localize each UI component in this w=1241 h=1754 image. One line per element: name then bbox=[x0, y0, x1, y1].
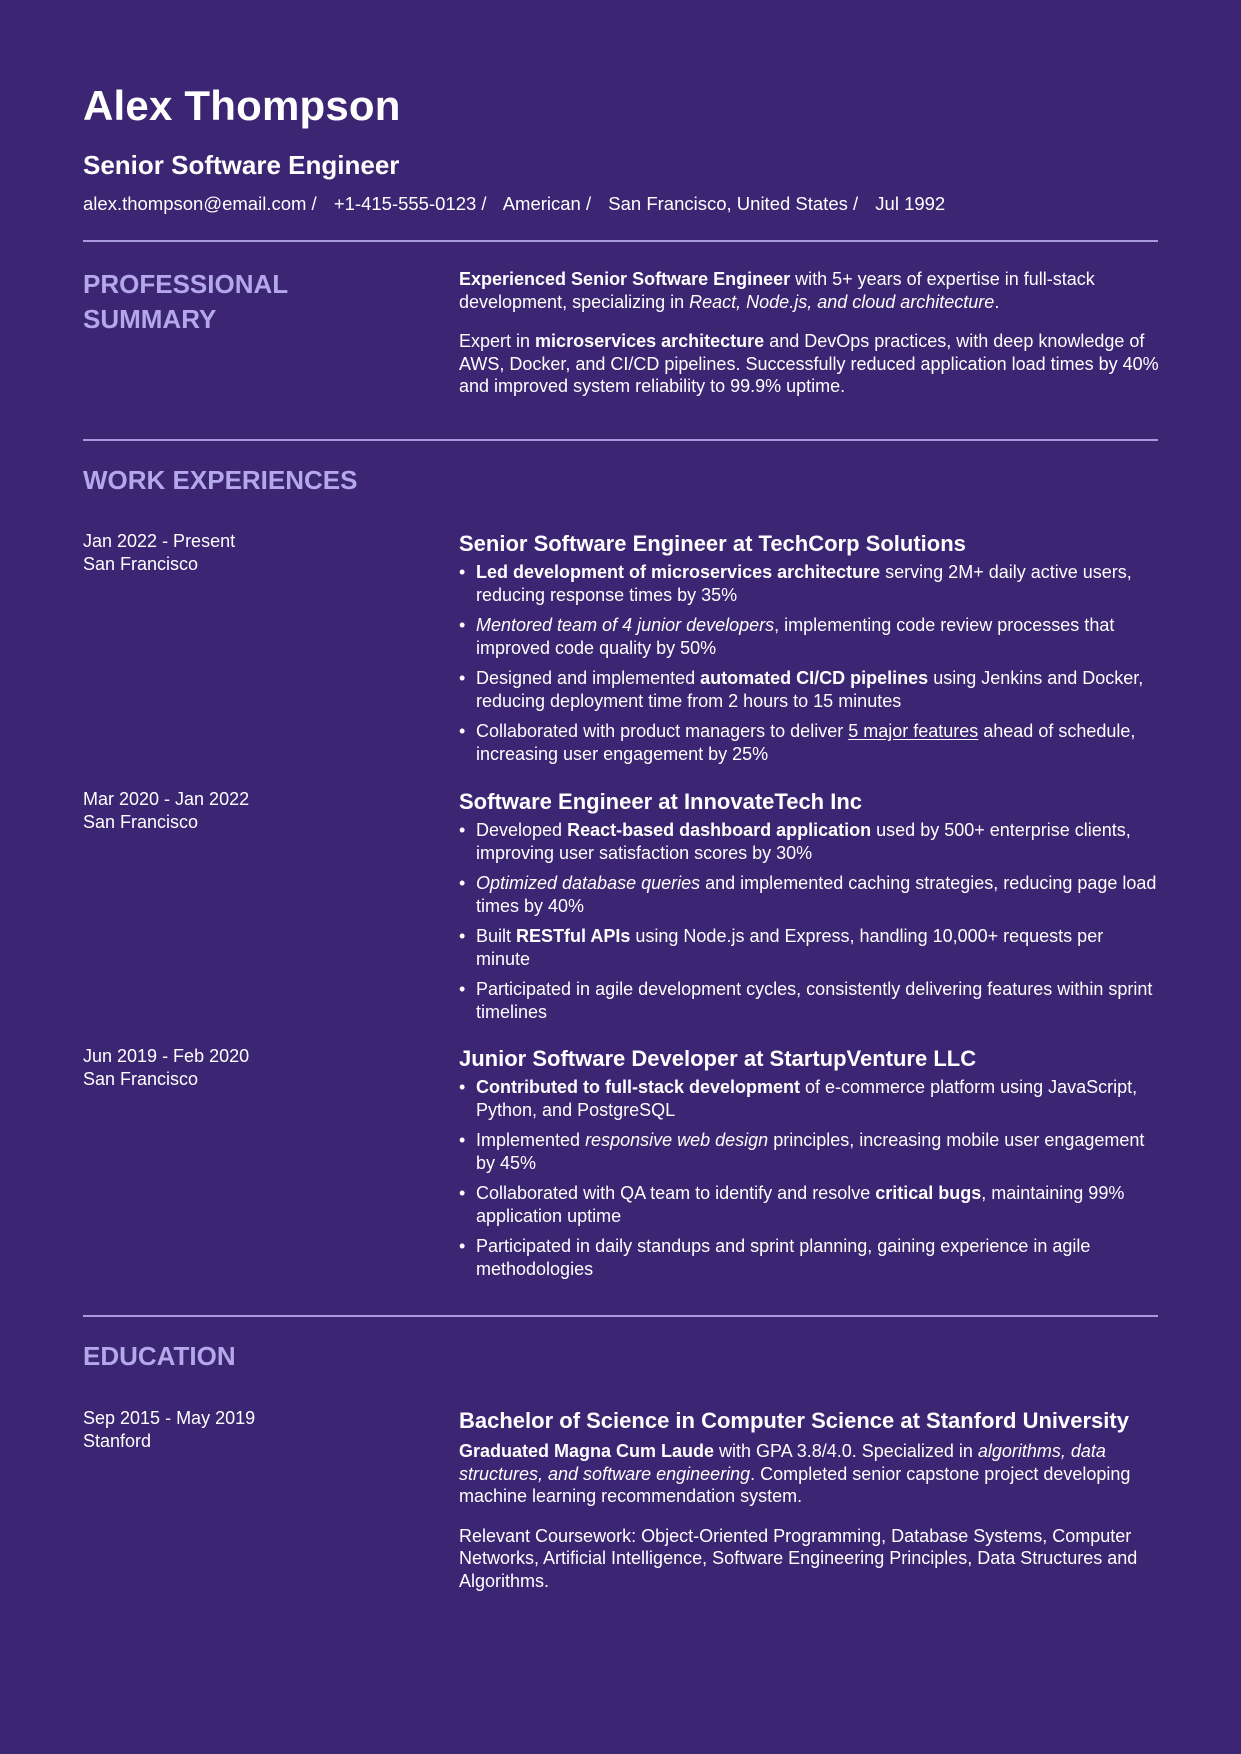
candidate-headline: Senior Software Engineer bbox=[83, 150, 400, 180]
contact-email: alex.thompson@email.com / bbox=[83, 193, 317, 214]
contact-line bbox=[83, 193, 957, 215]
job-entry bbox=[459, 530, 1159, 773]
job-title: Junior Software Developer at StartupVenture LLC bbox=[459, 1046, 977, 1071]
list-item: • Mentored team of 4 junior developers, implementing code review processes that improved code quality by 50% bbox=[459, 614, 1159, 659]
contact-phone: +1-415-555-0123 / bbox=[333, 193, 487, 214]
list-item: • Implemented responsive web design principles, increasing mobile user engagement by 45% bbox=[459, 1129, 1159, 1174]
job-dates: Jun 2019 - Feb 2020 bbox=[83, 1046, 250, 1066]
coursework-paragraph: Relevant Coursework: Object-Oriented Programming, Database Systems, Computer Networks, Artificial Intelligence, Software Engineering Principles, Data Structures and Algorithms. bbox=[459, 1525, 1138, 1591]
job-title: Senior Software Engineer at TechCorp Solutions bbox=[459, 531, 966, 556]
job-dates: Mar 2020 - Jan 2022 bbox=[83, 789, 250, 809]
divider bbox=[83, 1315, 1158, 1317]
job-location: San Francisco bbox=[83, 812, 199, 832]
list-item: • Led development of microservices architecture serving 2M+ daily active users, reducing response times by 35% bbox=[459, 561, 1159, 606]
summary-paragraph: Experienced Senior Software Engineer with 5+ years of expertise in full-stack development, specializing in React, Node.js, and cloud architecture. bbox=[459, 269, 1095, 312]
list-item: • Optimized database queries and implemented caching strategies, reducing page load times by 40% bbox=[459, 872, 1159, 917]
list-item: • Contributed to full-stack development of e-commerce platform using JavaScript, Python, and PostgreSQL bbox=[459, 1076, 1159, 1121]
job-entry bbox=[459, 1045, 1159, 1288]
job-dates: Jan 2022 - Present bbox=[83, 531, 236, 551]
list-item: • Designed and implemented automated CI/CD pipelines using Jenkins and Docker, reducing deployment time from 2 hours to 15 minutes bbox=[459, 667, 1159, 712]
job-location: San Francisco bbox=[83, 554, 199, 574]
education-dates: Sep 2015 - May 2019 bbox=[83, 1408, 256, 1428]
list-item: • Collaborated with QA team to identify and resolve critical bugs, maintaining 99% application uptime bbox=[459, 1182, 1159, 1227]
section-title-summary: PROFESSIONAL SUMMARY bbox=[83, 269, 289, 334]
job-meta bbox=[83, 530, 235, 576]
job-bullets bbox=[459, 819, 1159, 1023]
list-item: • Developed React-based dashboard application used by 500+ enterprise clients, improving user satisfaction scores by 30% bbox=[459, 819, 1159, 864]
job-title: Software Engineer at InnovateTech Inc bbox=[459, 789, 863, 814]
section-title-education: EDUCATION bbox=[83, 1341, 236, 1371]
contact-birthdate: Jul 1992 bbox=[875, 193, 946, 214]
list-item: • Participated in daily standups and sprint planning, gaining experience in agile methodologies bbox=[459, 1235, 1159, 1280]
job-entry bbox=[459, 788, 1159, 1031]
list-item: • Built RESTful APIs using Node.js and Express, handling 10,000+ requests per minute bbox=[459, 925, 1159, 970]
contact-location: San Francisco, United States / bbox=[608, 193, 859, 214]
job-location: San Francisco bbox=[83, 1069, 199, 1089]
education-entry bbox=[459, 1407, 1159, 1609]
job-bullets bbox=[459, 1076, 1159, 1280]
summary-body bbox=[459, 268, 1159, 415]
divider bbox=[83, 240, 1158, 242]
degree-title: Bachelor of Science in Computer Science at Stanford University bbox=[459, 1408, 1129, 1433]
divider bbox=[83, 439, 1158, 441]
job-meta bbox=[83, 1045, 249, 1091]
list-item: • Collaborated with product managers to deliver 5 major features ahead of schedule, increasing user engagement by 25% bbox=[459, 720, 1159, 765]
candidate-name: Alex Thompson bbox=[83, 82, 401, 129]
education-location: Stanford bbox=[83, 1431, 152, 1451]
list-item: • Participated in agile development cycles, consistently delivering features within sprint timelines bbox=[459, 978, 1159, 1023]
summary-paragraph: Expert in microservices architecture and DevOps practices, with deep knowledge of AWS, Docker, and CI/CD pipelines. Successfully reduced application load times by 40% and improved system reliability to 99.9% uptime. bbox=[459, 331, 1159, 396]
section-title-work: WORK EXPERIENCES bbox=[83, 465, 358, 495]
contact-nationality: American / bbox=[502, 193, 592, 214]
education-paragraph: Graduated Magna Cum Laude with GPA 3.8/4.0. Specialized in algorithms, data structures, and software engineering. Completed senior capstone project developing machine learning recommendation system. bbox=[459, 1441, 1131, 1506]
job-meta bbox=[83, 788, 249, 834]
education-meta bbox=[83, 1407, 255, 1453]
job-bullets bbox=[459, 561, 1159, 765]
